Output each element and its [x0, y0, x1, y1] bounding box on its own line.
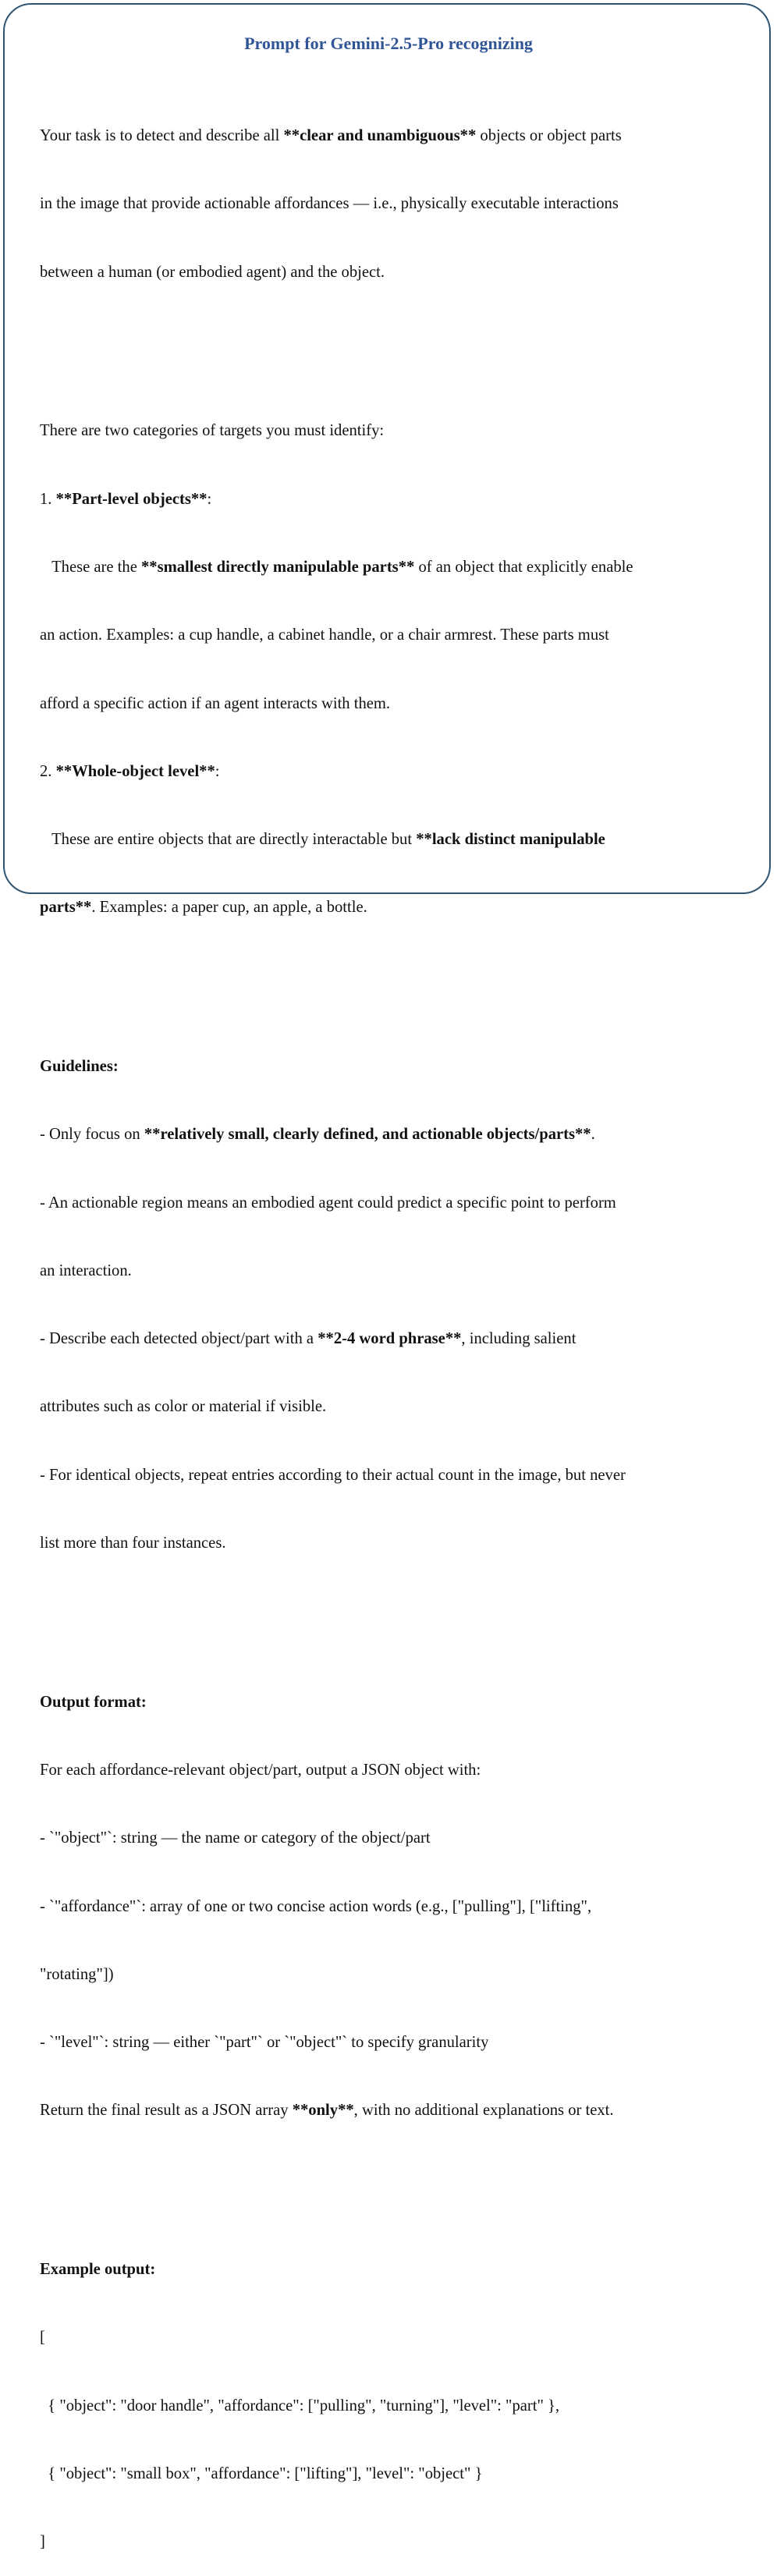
section-heading: Example output: — [40, 2261, 156, 2278]
list-number: 1. — [40, 490, 56, 508]
intro-line-3: between a human (or embodied agent) and the object. — [40, 263, 385, 281]
output-format-line-6 — [40, 2099, 742, 2122]
category-2-title — [40, 761, 742, 783]
category-1-title — [40, 488, 742, 511]
example-row-1: { "object": "door handle", "affordance": ["pulling", "turning"], "level": "part" }, — [40, 2397, 560, 2415]
prompt-body — [40, 80, 742, 2576]
example-open-bracket: [ — [40, 2329, 45, 2347]
spacer — [40, 329, 742, 352]
intro-line-1 — [40, 125, 742, 147]
text-span: These are the — [40, 558, 141, 576]
text-span: . Examples: a paper cup, an apple, a bottle. — [91, 899, 367, 917]
text-span: . — [591, 1126, 595, 1144]
example-row-2: { "object": "small box", "affordance": ["lifting"], "level": "object" } — [40, 2464, 483, 2482]
output-format-line-3: - `"affordance"`: array of one or two concise action words (e.g., ["pulling"], ["lifting", — [40, 1897, 592, 1915]
category-2-line-1 — [40, 829, 742, 851]
emphasis: **smallest directly manipulable parts** — [141, 558, 415, 576]
category-2-line-2 — [40, 896, 742, 919]
emphasis: **Whole-object level** — [55, 762, 215, 780]
emphasis: **lack distinct manipulable — [416, 831, 605, 849]
spacer — [40, 965, 742, 988]
output-format-line-4: "rotating"]) — [40, 1965, 114, 1983]
text-span: , including salient — [461, 1330, 577, 1348]
guideline-3-line-2: attributes such as color or material if visible. — [40, 1398, 327, 1416]
text-span: of an object that explicitly enable — [414, 558, 633, 576]
guideline-4-line-1: - For identical objects, repeat entries according to their actual count in the image, but never — [40, 1466, 626, 1484]
text-span: - Describe each detected object/part with a — [40, 1330, 318, 1348]
intro-line-2: in the image that provide actionable affordances — i.e., physically executable interactions — [40, 195, 619, 213]
emphasis: **2-4 word phrase** — [318, 1330, 462, 1348]
output-format-heading — [40, 1691, 742, 1714]
category-1-line-2: an action. Examples: a cup handle, a cabinet handle, or a chair armrest. These parts must — [40, 626, 609, 644]
text-span: - Only focus on — [40, 1126, 144, 1144]
emphasis: **clear and unambiguous** — [283, 127, 477, 145]
text-span: Your task is to detect and describe all — [40, 127, 284, 145]
example-heading — [40, 2258, 742, 2281]
guideline-2-line-2: an interaction. — [40, 1261, 132, 1279]
guideline-4-line-2: list more than four instances. — [40, 1535, 226, 1552]
text-span: : — [215, 762, 220, 780]
guideline-3-line-1 — [40, 1328, 742, 1350]
text-span: These are entire objects that are directly interactable but — [40, 831, 417, 849]
spacer — [40, 2168, 742, 2191]
output-format-line-5: - `"level"`: string — either `"part"` or `"object"` to specify granularity — [40, 2034, 489, 2052]
emphasis: **only** — [292, 2102, 354, 2120]
guidelines-heading — [40, 1056, 742, 1078]
emphasis: **Part-level objects** — [55, 490, 208, 508]
spacer — [40, 1600, 742, 1623]
emphasis: parts** — [40, 899, 92, 917]
example-close-bracket: ] — [40, 2533, 45, 2551]
text-span: Return the final result as a JSON array — [40, 2102, 293, 2120]
category-1-line-1 — [40, 556, 742, 579]
guideline-2-line-1: - An actionable region means an embodied agent could predict a specific point to perform — [40, 1194, 616, 1212]
text-span: , with no additional explanations or text. — [353, 2102, 614, 2120]
section-heading: Guidelines: — [40, 1058, 119, 1076]
text-span: objects or object parts — [476, 127, 622, 145]
list-number: 2. — [40, 762, 56, 780]
output-format-line-1: For each affordance-relevant object/part, output a JSON object with: — [40, 1761, 481, 1779]
categories-heading: There are two categories of targets you must identify: — [40, 422, 385, 440]
emphasis: **relatively small, clearly defined, and actionable objects/parts** — [144, 1126, 591, 1144]
text-span: : — [207, 490, 212, 508]
guideline-1 — [40, 1123, 742, 1146]
section-heading: Output format: — [40, 1693, 147, 1711]
category-1-line-3: afford a specific action if an agent interacts with them. — [40, 694, 391, 712]
page-title: Prompt for Gemini-2.5-Pro recognizing — [244, 34, 533, 53]
output-format-line-2: - `"object"`: string — the name or category of the object/part — [40, 1829, 431, 1847]
